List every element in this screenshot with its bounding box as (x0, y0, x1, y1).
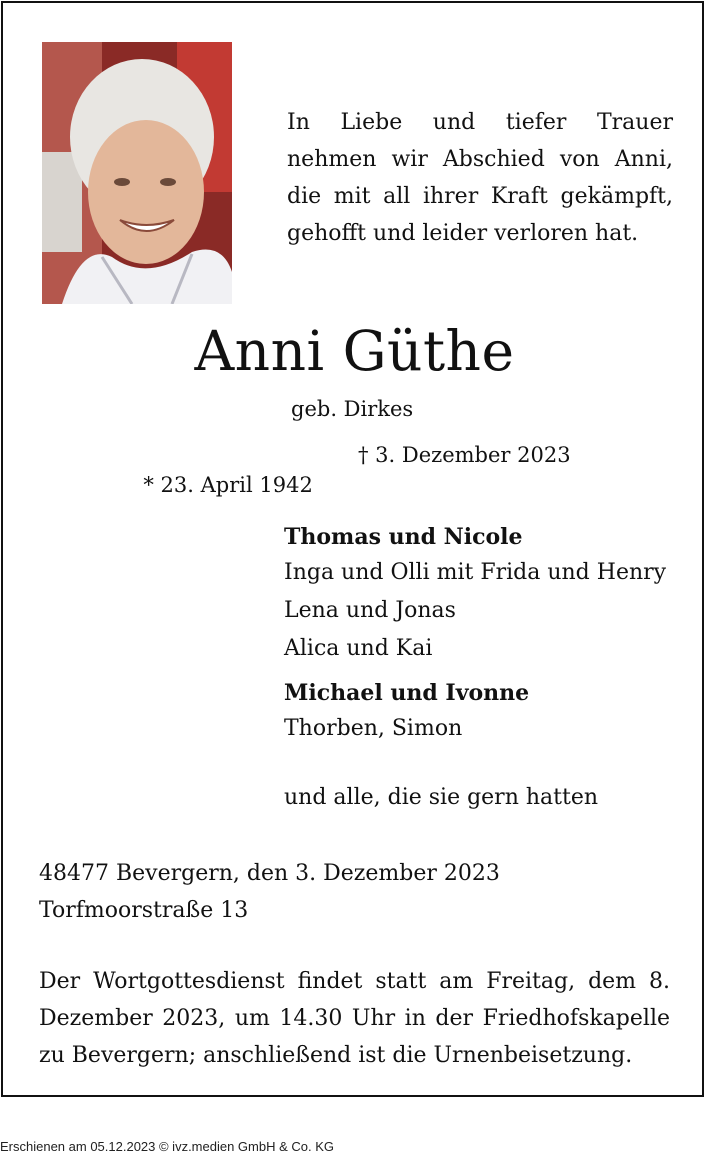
family-member: Inga und Olli mit Frida und Henry (284, 560, 667, 585)
deceased-name: Anni Güthe (194, 319, 515, 383)
family-group-title: Michael und Ivonne (284, 680, 530, 706)
family-list (284, 520, 666, 756)
portrait-photo-icon (42, 42, 232, 304)
place-date: 48477 Bevergern, den 3. Dezember 2023 (39, 861, 500, 886)
family-member: Thorben, Simon (284, 716, 463, 741)
portrait-photo (42, 42, 232, 304)
birth-date: * 23. April 1942 (143, 473, 313, 497)
born-name: geb. Dirkes (291, 397, 414, 421)
family-group (284, 676, 666, 748)
service-text: Der Wortgottesdienst findet statt am Freitag, dem 8. Dezember 2023, um 14.30 Uhr in der Friedhofskapelle zu Bevergern; anschließend ist die Urnenbeisetzung. (39, 969, 670, 1068)
place-and-address (39, 855, 500, 929)
family-group-title: Thomas und Nicole (284, 524, 523, 550)
closing-line: und alle, die sie gern hatten (284, 785, 599, 810)
death-date: † 3. Dezember 2023 (358, 443, 571, 467)
intro-text: In Liebe und tiefer Trauer nehmen wir Abschied von Anni, die mit all ihrer Kraft gekämpft, gehofft und leider verloren hat. (287, 110, 673, 246)
life-dates (130, 440, 571, 530)
family-group (284, 520, 666, 668)
address: Torfmoorstraße 13 (39, 898, 249, 923)
publication-footer: Erschienen am 05.12.2023 © ivz.medien GmbH & Co. KG (0, 1139, 335, 1154)
family-member: Alica und Kai (284, 636, 433, 661)
family-member: Lena und Jonas (284, 598, 456, 623)
